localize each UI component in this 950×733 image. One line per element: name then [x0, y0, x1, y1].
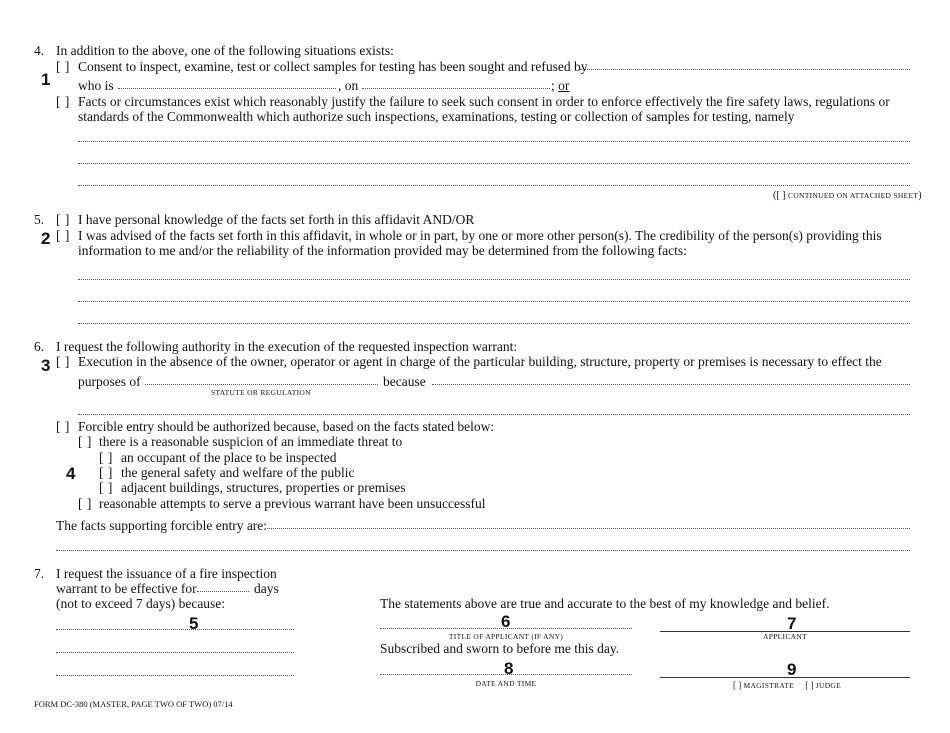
purposes-of-label: purposes of — [78, 374, 141, 389]
general-safety-checkbox[interactable]: [ ] — [99, 465, 113, 480]
days-field[interactable] — [197, 591, 249, 592]
adjacent-text: adjacent buildings, structures, properties or premises — [121, 480, 406, 495]
marker-3: 3 — [41, 356, 51, 375]
marker-8: 8 — [504, 659, 514, 678]
advised-checkbox[interactable]: [ ] — [56, 228, 70, 243]
on-date-field[interactable] — [362, 88, 550, 89]
section-7-line1: I request the issuance of a fire inspection — [56, 566, 277, 581]
days-label: days — [254, 581, 279, 596]
occupant-text: an occupant of the place to be inspected — [121, 450, 337, 465]
previous-warrant-text: reasonable attempts to serve a previous warrant have been unsuccessful — [99, 496, 486, 511]
marker-9: 9 — [787, 660, 797, 679]
continued-checkbox[interactable]: [ ] — [776, 190, 786, 201]
reason-line-3[interactable] — [56, 675, 294, 676]
statute-label: STATUTE OR REGULATION — [211, 388, 311, 397]
or-label: or — [558, 78, 570, 93]
namely-line-1[interactable] — [78, 141, 910, 142]
attestation-statement: The statements above are true and accurate to the best of my knowledge and belief. — [380, 596, 830, 611]
facts-circumstances-line1: Facts or circumstances exist which reasonably justify the failure to seek such consent in order to enforce effectively the fire safety laws, regulations or — [78, 94, 890, 109]
namely-line-3[interactable] — [78, 185, 910, 186]
date-time-field[interactable] — [380, 674, 632, 675]
magistrate-label: MAGISTRATE — [743, 681, 795, 690]
section-6-intro: I request the following authority in the execution of the requested inspection warrant: — [56, 339, 518, 354]
suspicion-text: there is a reasonable suspicion of an immediate threat to — [99, 434, 403, 449]
marker-4: 4 — [66, 464, 76, 483]
facts-line-1[interactable] — [78, 279, 910, 280]
advised-line1: I was advised of the facts set forth in this affidavit, in whole or in part, by one or more other person(s). The credibility of the person(s) providing this — [78, 228, 882, 243]
form-footer: FORM DC-380 (MASTER, PAGE TWO OF TWO) 07/14 — [34, 699, 233, 709]
forcible-entry-text: Forcible entry should be authorized because, based on the facts stated below: — [78, 419, 495, 434]
personal-knowledge-checkbox[interactable]: [ ] — [56, 212, 70, 227]
consent-checkbox[interactable]: [ ] — [56, 59, 70, 74]
facts-supporting-field[interactable] — [267, 528, 910, 529]
adjacent-checkbox[interactable]: [ ] — [99, 480, 113, 495]
on-label: , on — [338, 78, 359, 93]
marker-1: 1 — [41, 70, 51, 89]
marker-7: 7 — [787, 614, 797, 633]
section-6-number: 6. — [34, 339, 45, 354]
because-field[interactable] — [432, 384, 910, 385]
previous-warrant-checkbox[interactable]: [ ] — [78, 496, 92, 511]
occupant-checkbox[interactable]: [ ] — [99, 450, 113, 465]
section-4-number: 4. — [34, 43, 45, 58]
section-7-line3: (not to exceed 7 days) because: — [56, 596, 226, 611]
general-safety-text: the general safety and welfare of the public — [121, 465, 355, 480]
who-is-label: who is — [78, 78, 114, 93]
forcible-entry-checkbox[interactable]: [ ] — [56, 419, 70, 434]
because-line-2[interactable] — [78, 414, 910, 415]
who-is-field[interactable] — [118, 88, 336, 89]
facts-supporting-label: The facts supporting forcible entry are: — [56, 518, 268, 533]
suspicion-checkbox[interactable]: [ ] — [78, 434, 92, 449]
title-of-applicant-label: TITLE OF APPLICANT (IF ANY) — [448, 632, 564, 641]
absence-text: Execution in the absence of the owner, operator or agent in charge of the particular building, structure, property or premises is necessary to effect the — [78, 354, 882, 369]
refused-by-field[interactable] — [580, 69, 910, 70]
facts-line-2[interactable] — [78, 301, 910, 302]
because-label: because — [383, 374, 426, 389]
marker-5: 5 — [189, 614, 199, 633]
marker-6: 6 — [501, 612, 511, 631]
section-4-intro: In addition to the above, one of the following situations exists: — [56, 43, 394, 58]
facts-line-3[interactable] — [78, 323, 910, 324]
applicant-label: APPLICANT — [763, 632, 807, 641]
consent-text: Consent to inspect, examine, test or collect samples for testing has been sought and refused by — [78, 59, 588, 74]
date-time-label: DATE AND TIME — [475, 679, 537, 688]
section-7-number: 7. — [34, 566, 45, 581]
section-5-number: 5. — [34, 212, 45, 227]
magistrate-checkbox[interactable]: [ ] — [733, 680, 742, 690]
absence-checkbox[interactable]: [ ] — [56, 354, 70, 369]
marker-2: 2 — [41, 229, 51, 248]
facts-circumstances-line2: standards of the Commonwealth which authorize such inspections, examinations, testing or collection of samples for testing, namely — [78, 109, 795, 124]
sworn-statement: Subscribed and sworn to before me this day. — [380, 641, 620, 656]
continued-note: CONTINUED ON ATTACHED SHEET — [788, 191, 919, 200]
reason-line-2[interactable] — [56, 652, 294, 653]
facts-supporting-line-2[interactable] — [56, 550, 910, 551]
advised-line2: information to me and/or the reliability of the information provided may be determined from the following facts: — [78, 243, 687, 258]
section-7-line2: warrant to be effective for — [56, 581, 197, 596]
judge-checkbox[interactable]: [ ] — [805, 680, 814, 690]
judge-label: JUDGE — [815, 681, 842, 690]
reason-line-1[interactable] — [56, 629, 294, 630]
facts-circumstances-checkbox[interactable]: [ ] — [56, 94, 70, 109]
personal-knowledge-text: I have personal knowledge of the facts set forth in this affidavit AND/OR — [78, 212, 475, 227]
namely-line-2[interactable] — [78, 163, 910, 164]
